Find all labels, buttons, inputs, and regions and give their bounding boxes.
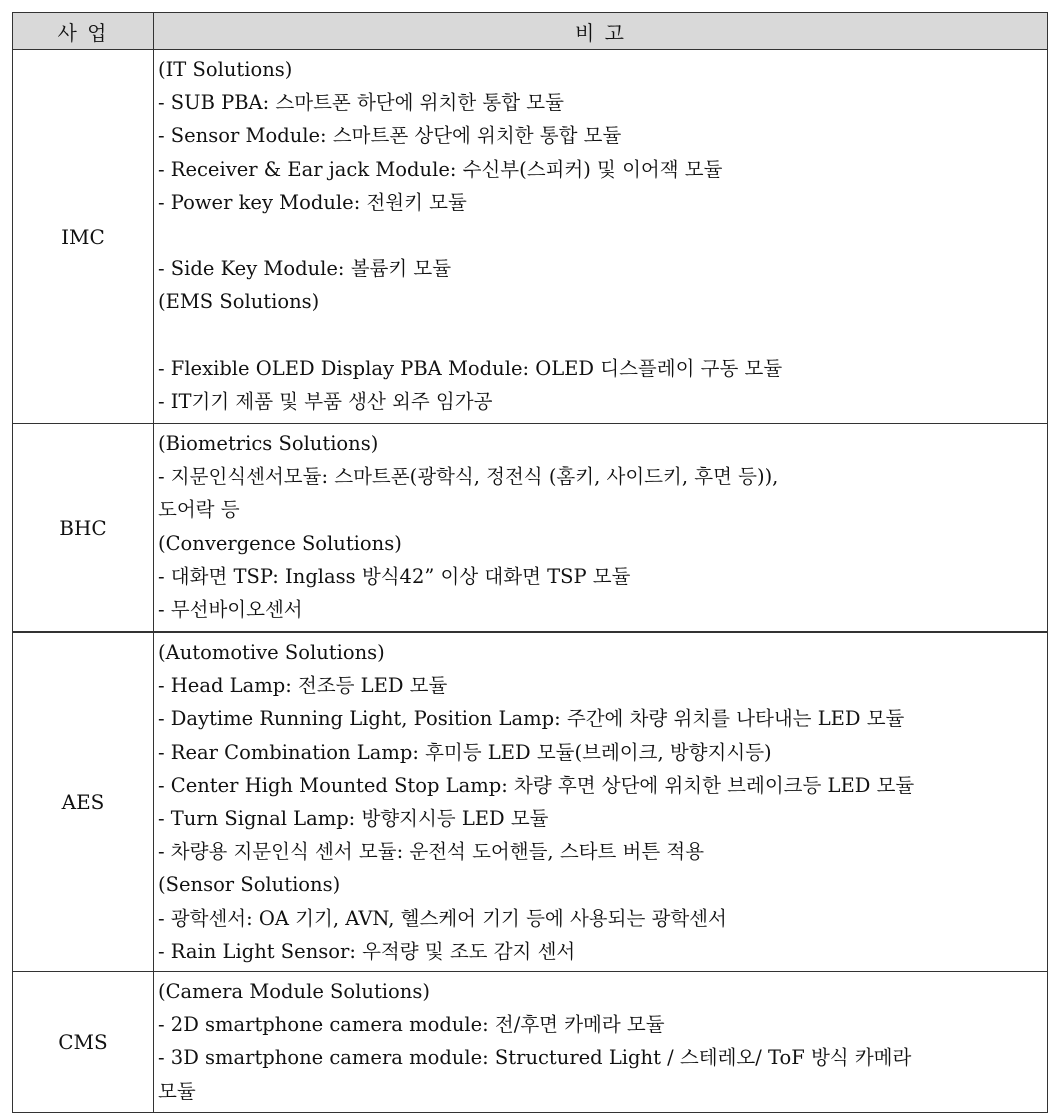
business-description [154, 632, 1048, 972]
desc-line: 모듈 [158, 1079, 196, 1103]
desc-line: - 대화면 TSP: Inglass 방식42” 이상 대화면 TSP 모듈 [158, 564, 631, 588]
business-table [12, 12, 1048, 1113]
table-row [13, 424, 1048, 633]
desc-line: - Turn Signal Lamp: 방향지시등 LED 모듈 [158, 807, 549, 831]
business-name: CMS [13, 972, 154, 1113]
business-description [154, 972, 1048, 1113]
blank-line [158, 319, 1043, 352]
desc-line: - Side Key Module: 볼륨키 모듈 [158, 257, 452, 281]
header-business: 사 업 [13, 13, 154, 50]
desc-line: - 광학센서: OA 기기, AVN, 헬스케어 기기 등에 사용되는 광학센서 [158, 906, 727, 930]
desc-line: - 지문인식센서모듈: 스마트폰(광학식, 정전식 (홈키, 사이드키, 후면 등)), [158, 465, 779, 489]
table-row [13, 632, 1048, 972]
desc-line: (IT Solutions) [158, 58, 293, 81]
desc-line: - IT기기 제품 및 부품 생산 외주 임가공 [158, 390, 493, 413]
desc-line: - SUB PBA: 스마트폰 하단에 위치한 통합 모듈 [158, 91, 564, 115]
desc-line: (Automotive Solutions) [158, 641, 385, 664]
desc-line: (Camera Module Solutions) [158, 980, 430, 1003]
desc-line: - Center High Mounted Stop Lamp: 차량 후면 상단에 위치한 브레이크등 LED 모듈 [158, 773, 915, 797]
business-description [154, 50, 1048, 424]
desc-line: - Rear Combination Lamp: 후미등 LED 모듈(브레이크, 방향지시등) [158, 740, 772, 764]
business-name: AES [13, 632, 154, 972]
header-remarks: 비 고 [154, 13, 1048, 50]
desc-line: - Flexible OLED Display PBA Module: OLED 디스플레이 구동 모듈 [158, 356, 783, 380]
desc-line: - Rain Light Sensor: 우적량 및 조도 감지 센서 [158, 939, 576, 963]
desc-line: - 무선바이오센서 [158, 598, 303, 622]
desc-line: (Convergence Solutions) [158, 531, 402, 555]
desc-line: - Sensor Module: 스마트폰 상단에 위치한 통합 모듈 [158, 124, 622, 148]
header-row [13, 13, 1048, 50]
desc-line: (EMS Solutions) [158, 290, 320, 314]
desc-line: - 차량용 지문인식 센서 모듈: 운전석 도어핸들, 스타트 버튼 적용 [158, 840, 705, 864]
desc-line: - Power key Module: 전원키 모듈 [158, 190, 467, 214]
table-row [13, 50, 1048, 424]
business-name: IMC [13, 50, 154, 424]
business-description [154, 424, 1048, 633]
desc-line: - Daytime Running Light, Position Lamp: 주간에 차량 위치를 나타내는 LED 모듈 [158, 707, 905, 731]
desc-line: (Sensor Solutions) [158, 873, 341, 897]
desc-line: 도어락 등 [158, 498, 240, 522]
blank-line [158, 219, 1043, 252]
desc-line: - 2D smartphone camera module: 전/후면 카메라 모듈 [158, 1013, 665, 1037]
table-row [13, 972, 1048, 1113]
desc-line: - Receiver & Ear jack Module: 수신부(스피커) 및 이어잭 모듈 [158, 157, 723, 181]
desc-line: - Head Lamp: 전조등 LED 모듈 [158, 674, 448, 698]
desc-line: - 3D smartphone camera module: Structured Light / 스테레오/ ToF 방식 카메라 [158, 1046, 912, 1070]
business-name: BHC [13, 424, 154, 633]
desc-line: (Biometrics Solutions) [158, 432, 379, 455]
